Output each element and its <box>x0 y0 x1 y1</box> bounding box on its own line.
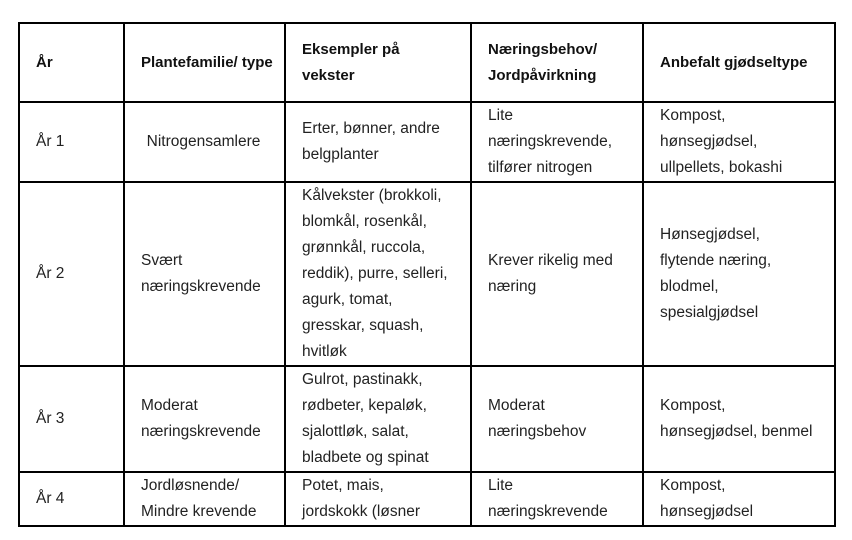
cell-fertilizer <box>643 366 835 472</box>
cell-line: hvitløk <box>302 343 347 360</box>
cell-year: År 4 <box>19 472 124 526</box>
cell-examples <box>285 182 471 366</box>
cell-line: Kålvekster (brokkoli, <box>302 187 442 204</box>
cell-line: Kompost, <box>660 477 726 494</box>
header-fertilizer: Anbefalt gjødseltype <box>643 23 835 102</box>
table-row <box>19 102 835 182</box>
cell-line: spesialgjødsel <box>660 304 759 321</box>
cell-line: blomkål, rosenkål, <box>302 213 427 230</box>
cell-line: næringsbehov <box>488 423 587 440</box>
header-examples <box>285 23 471 102</box>
cell-examples <box>285 102 471 182</box>
cell-plant-family <box>124 366 285 472</box>
cell-line: Hønsegjødsel, <box>660 226 760 243</box>
cell-line: jordskokk (løsner <box>302 503 420 520</box>
cell-nutrient-needs <box>471 182 643 366</box>
cell-line: hønsegjødsel, <box>660 133 758 150</box>
table-row <box>19 366 835 472</box>
header-nutrient-needs <box>471 23 643 102</box>
header-needs-line: Jordpåvirkning <box>488 66 597 84</box>
cell-line: belgplanter <box>302 146 379 163</box>
cell-line: næringskrevende <box>488 503 608 520</box>
cell-line: Lite <box>488 477 513 494</box>
cell-line: blodmel, <box>660 278 719 295</box>
cell-line: Jordløsnende/ <box>141 477 240 494</box>
cell-nutrient-needs <box>471 472 643 526</box>
cell-line: Nitrogensamlere <box>146 133 261 150</box>
cell-line: næringskrevende, <box>488 133 613 150</box>
header-needs-line: Næringsbehov/ <box>488 40 598 58</box>
header-examples-line: vekster <box>302 66 355 84</box>
cell-year: År 2 <box>19 182 124 366</box>
cell-line: næringskrevende <box>141 423 261 440</box>
cell-line: hønsegjødsel <box>660 503 754 520</box>
cell-line: sjalottløk, salat, <box>302 423 409 440</box>
cell-line: Erter, bønner, andre <box>302 120 440 137</box>
cell-line: bladbete og spinat <box>302 449 429 466</box>
cell-examples <box>285 366 471 472</box>
cell-line: tilfører nitrogen <box>488 159 593 176</box>
cell-nutrient-needs <box>471 102 643 182</box>
cell-line: næring <box>488 278 537 295</box>
cell-plant-family <box>124 472 285 526</box>
cell-line: hønsegjødsel, benmel <box>660 423 813 440</box>
header-year: År <box>19 23 124 102</box>
cell-line: Gulrot, pastinakk, <box>302 371 423 388</box>
cell-line: Potet, mais, <box>302 477 384 494</box>
cell-plant-family <box>124 182 285 366</box>
cell-year: År 3 <box>19 366 124 472</box>
cell-line: ullpellets, bokashi <box>660 159 783 176</box>
cell-line: gresskar, squash, <box>302 317 424 334</box>
table-row <box>19 182 835 366</box>
cell-fertilizer <box>643 472 835 526</box>
cell-fertilizer <box>643 182 835 366</box>
cell-line: agurk, tomat, <box>302 291 393 308</box>
cell-year: År 1 <box>19 102 124 182</box>
cell-line: Mindre krevende <box>141 503 257 520</box>
cell-line: reddik), purre, selleri, <box>302 265 448 282</box>
table-header-row <box>19 23 835 102</box>
cell-fertilizer <box>643 102 835 182</box>
cell-plant-family <box>124 102 285 182</box>
cell-nutrient-needs <box>471 366 643 472</box>
cell-line: Kompost, <box>660 397 726 414</box>
cell-line: Svært <box>141 252 183 269</box>
cell-line: rødbeter, kepaløk, <box>302 397 427 414</box>
cell-line: Krever rikelig med <box>488 252 613 269</box>
cell-line: grønnkål, ruccola, <box>302 239 426 256</box>
cell-line: flytende næring, <box>660 252 772 269</box>
header-plant-family: Plantefamilie/ type <box>124 23 285 102</box>
cell-line: Lite <box>488 107 513 124</box>
cell-line: Moderat <box>488 397 545 414</box>
cell-line: næringskrevende <box>141 278 261 295</box>
cell-line: Moderat <box>141 397 198 414</box>
crop-rotation-table <box>18 22 836 527</box>
cell-line: Kompost, <box>660 107 726 124</box>
header-examples-line: Eksempler på <box>302 40 400 58</box>
cell-examples <box>285 472 471 526</box>
table-row <box>19 472 835 526</box>
